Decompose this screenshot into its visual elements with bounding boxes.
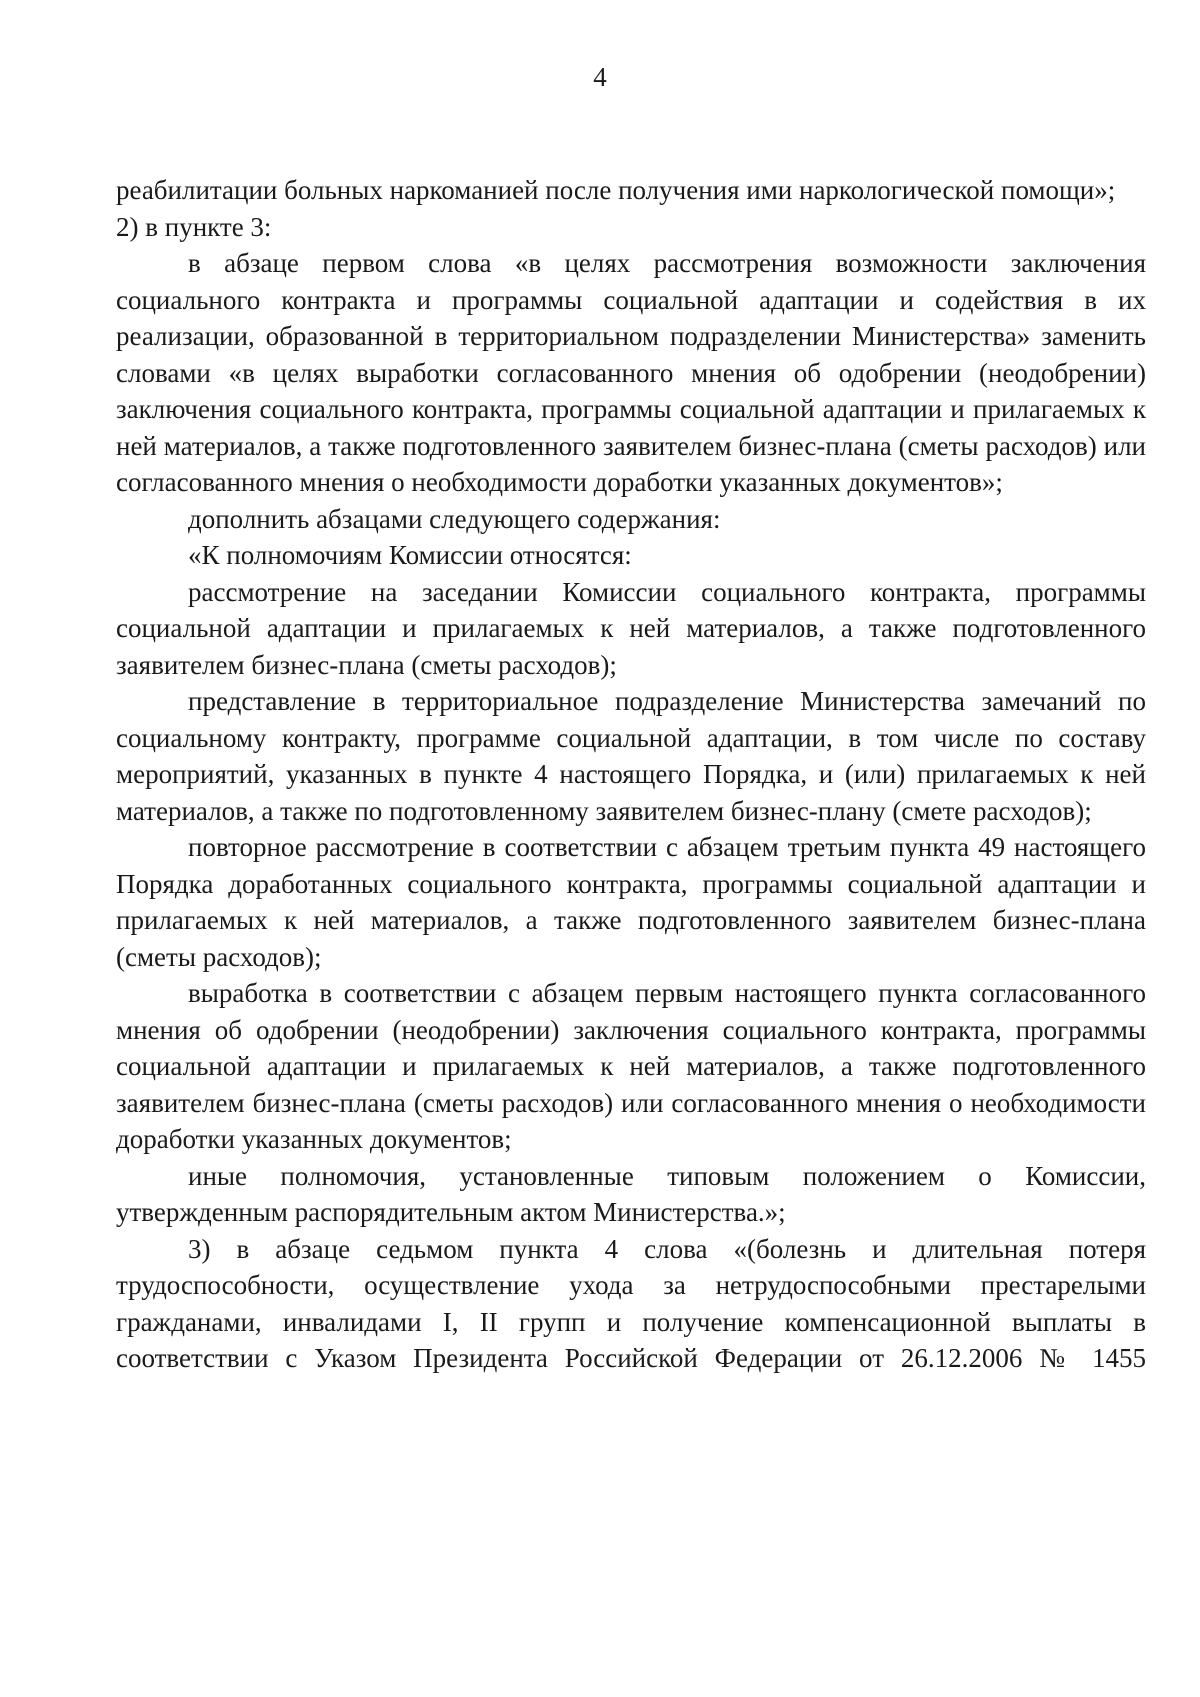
paragraph-10: иные полномочия, установленные типовым положением о Комиссии, утвержденным распорядительным актом Министерства.»; xyxy=(116,1160,1146,1227)
page-number: 4 xyxy=(593,62,607,92)
paragraph-8: повторное рассмотрение в соответствии с абзацем третьим пункта 49 настоящего Порядка доработанных социального контракта, программы социальной адаптации и прилагаемых к ней материалов, а также подготовленного заявителем бизнес-плана (сметы расходов); xyxy=(116,832,1146,972)
paragraph-5: «К полномочиям Комиссии относятся: xyxy=(188,540,632,570)
paragraph-11: 3) в абзаце седьмом пункта 4 слова «(болезнь и длительная потеря трудоспособности, осуществление ухода за нетрудоспособными престарелыми гражданами, инвалидами I, II групп и получение компенсационной выплаты в соответствии с Указом Президента Российской Федерации от 26.12.2006 № 1455 xyxy=(116,1233,1146,1373)
document-body xyxy=(116,172,1146,1377)
paragraph-1: реабилитации больных наркоманией после получения ими наркологической помощи»; xyxy=(116,175,1116,205)
paragraph-2: 2) в пункте 3: xyxy=(116,211,272,242)
paragraph-6: рассмотрение на заседании Комиссии социального контракта, программы социальной адаптации и прилагаемых к ней материалов, а также подготовленного заявителем бизнес-плана (сметы расходов); xyxy=(116,576,1146,680)
paragraph-9: выработка в соответствии с абзацем первым настоящего пункта согласованного мнения об одобрении (неодобрении) заключения социального контракта, программы социальной адаптации и прилагаемых к ней материалов, а также подготовленного заявителем бизнес-плана (сметы расходов) или согласованного мнения о необходимости доработки указанных документов; xyxy=(116,978,1146,1154)
paragraph-3: в абзаце первом слова «в целях рассмотрения возможности заключения социального контракта и программы социальной адаптации и содействия в их реализации, образованной в территориальном подразделении Министерства» заменить словами «в целях выработки согласованного мнения об одобрении (неодобрении) заключения социального контракта, программы социальной адаптации и прилагаемых к ней материалов, а также подготовленного заявителем бизнес-плана (сметы расходов) или согласованного мнения о необходимости доработки указанных документов»; xyxy=(116,248,1146,497)
paragraph-7: представление в территориальное подразделение Министерства замечаний по социальному контракту, программе социальной адаптации, в том числе по составу мероприятий, указанных в пункте 4 настоящего Порядка, и (или) прилагаемых к ней материалов, а также по подготовленному заявителем бизнес-плану (смете расходов); xyxy=(116,686,1146,826)
paragraph-4: дополнить абзацами следующего содержания: xyxy=(188,503,721,534)
